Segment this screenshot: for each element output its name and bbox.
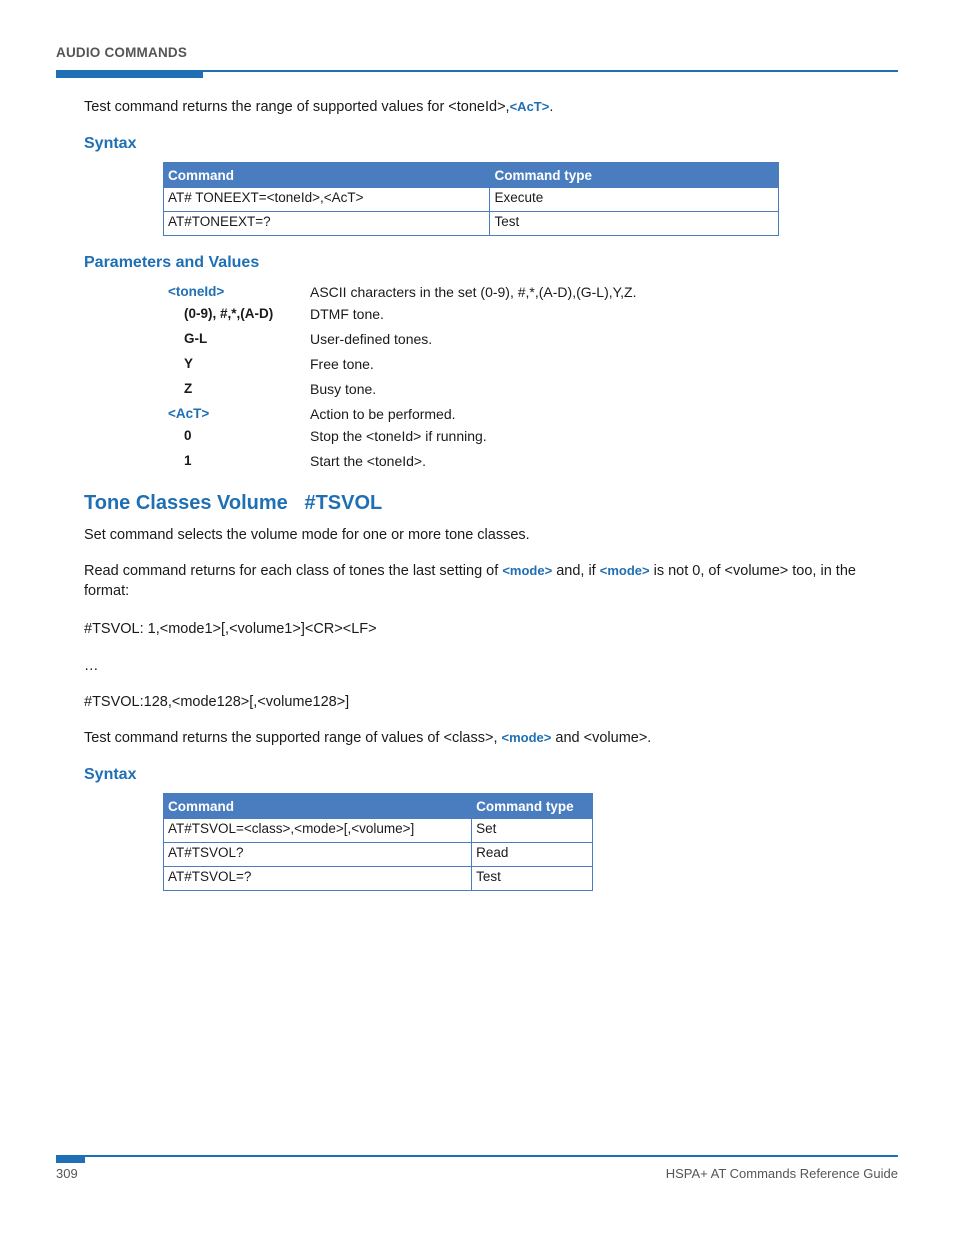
command-cell: AT#TSVOL=? bbox=[164, 867, 472, 891]
table-row bbox=[164, 843, 593, 867]
footer-accent-block bbox=[56, 1155, 85, 1163]
param-toneid-label[interactable]: <toneId> bbox=[168, 284, 225, 299]
column-header-command: Command bbox=[164, 794, 472, 819]
command-type-cell: Set bbox=[472, 819, 593, 843]
value-label: Z bbox=[184, 381, 193, 396]
table-row bbox=[164, 212, 779, 236]
value-desc: Busy tone. bbox=[310, 381, 377, 397]
syntax-table-tsvol bbox=[163, 793, 593, 891]
intro-text: Test command returns the range of supported values for <toneId>, bbox=[84, 99, 510, 115]
param-desc: ASCII characters in the set (0-9), #,*,(A-D),(G-L),Y,Z. bbox=[310, 284, 637, 300]
command-type-cell: Test bbox=[490, 212, 779, 236]
value-desc: DTMF tone. bbox=[310, 306, 384, 322]
column-header-command-type: Command type bbox=[472, 794, 593, 819]
value-label: (0-9), #,*,(A-D) bbox=[184, 306, 274, 321]
value-label: 0 bbox=[184, 428, 192, 443]
param-act-label[interactable]: <AcT> bbox=[168, 406, 210, 421]
mode-link[interactable]: <mode> bbox=[502, 563, 553, 578]
format-line-1: #TSVOL: 1,<mode1>[,<volume1>]<CR><LF> bbox=[84, 621, 377, 637]
column-header-command-type: Command type bbox=[490, 163, 779, 188]
tsvol-set-paragraph: Set command selects the volume mode for one or more tone classes. bbox=[84, 527, 530, 543]
param-desc: Action to be performed. bbox=[310, 406, 456, 422]
page-number: 309 bbox=[56, 1166, 78, 1181]
value-desc: Start the <toneId>. bbox=[310, 453, 426, 469]
document-title: HSPA+ AT Commands Reference Guide bbox=[665, 1166, 898, 1181]
value-label: Y bbox=[184, 356, 194, 371]
test-text: Test command returns the supported range of values of <class>, bbox=[84, 730, 502, 746]
parameters-heading: Parameters and Values bbox=[84, 254, 260, 271]
footer-rule bbox=[56, 1155, 898, 1157]
test-text: and <volume>. bbox=[551, 730, 652, 746]
intro-period: . bbox=[549, 99, 554, 115]
table-header-row bbox=[164, 163, 779, 188]
tsvol-test-paragraph bbox=[84, 728, 884, 748]
table-header-row bbox=[164, 794, 593, 819]
value-desc: User-defined tones. bbox=[310, 331, 433, 347]
syntax-heading: Syntax bbox=[84, 766, 137, 783]
mode-link[interactable]: <mode> bbox=[599, 563, 650, 578]
command-type-cell: Execute bbox=[490, 188, 779, 212]
command-type-cell: Test bbox=[472, 867, 593, 891]
mode-link[interactable]: <mode> bbox=[501, 730, 552, 745]
intro-paragraph bbox=[84, 97, 884, 117]
tsvol-read-paragraph bbox=[84, 561, 884, 601]
section-header: AUDIO COMMANDS bbox=[56, 45, 188, 60]
read-text: and, if bbox=[552, 563, 600, 579]
syntax-table-toneext bbox=[163, 162, 779, 236]
format-ellipsis: … bbox=[84, 658, 99, 674]
value-desc: Free tone. bbox=[310, 356, 374, 372]
read-text: Read command returns for each class of tones the last setting of bbox=[84, 563, 503, 579]
column-header-command: Command bbox=[164, 163, 490, 188]
read-text: is not 0, of <volume> too, in the format: bbox=[84, 563, 856, 599]
value-desc: Stop the <toneId> if running. bbox=[310, 428, 487, 444]
header-accent-block bbox=[56, 70, 203, 78]
format-line-2: #TSVOL:128,<mode128>[,<volume128>] bbox=[84, 694, 350, 710]
value-label: 1 bbox=[184, 453, 192, 468]
command-cell: AT#TSVOL? bbox=[164, 843, 472, 867]
command-cell: AT# TONEEXT=<toneId>,<AcT> bbox=[164, 188, 490, 212]
act-link[interactable]: <AcT> bbox=[509, 99, 550, 114]
value-label: G-L bbox=[184, 331, 208, 346]
syntax-heading: Syntax bbox=[84, 135, 137, 152]
command-cell: AT#TSVOL=<class>,<mode>[,<volume>] bbox=[164, 819, 472, 843]
table-row bbox=[164, 867, 593, 891]
command-cell: AT#TONEEXT=? bbox=[164, 212, 490, 236]
table-row bbox=[164, 819, 593, 843]
command-type-cell: Read bbox=[472, 843, 593, 867]
table-row bbox=[164, 188, 779, 212]
tsvol-heading: Tone Classes Volume #TSVOL bbox=[84, 492, 383, 514]
